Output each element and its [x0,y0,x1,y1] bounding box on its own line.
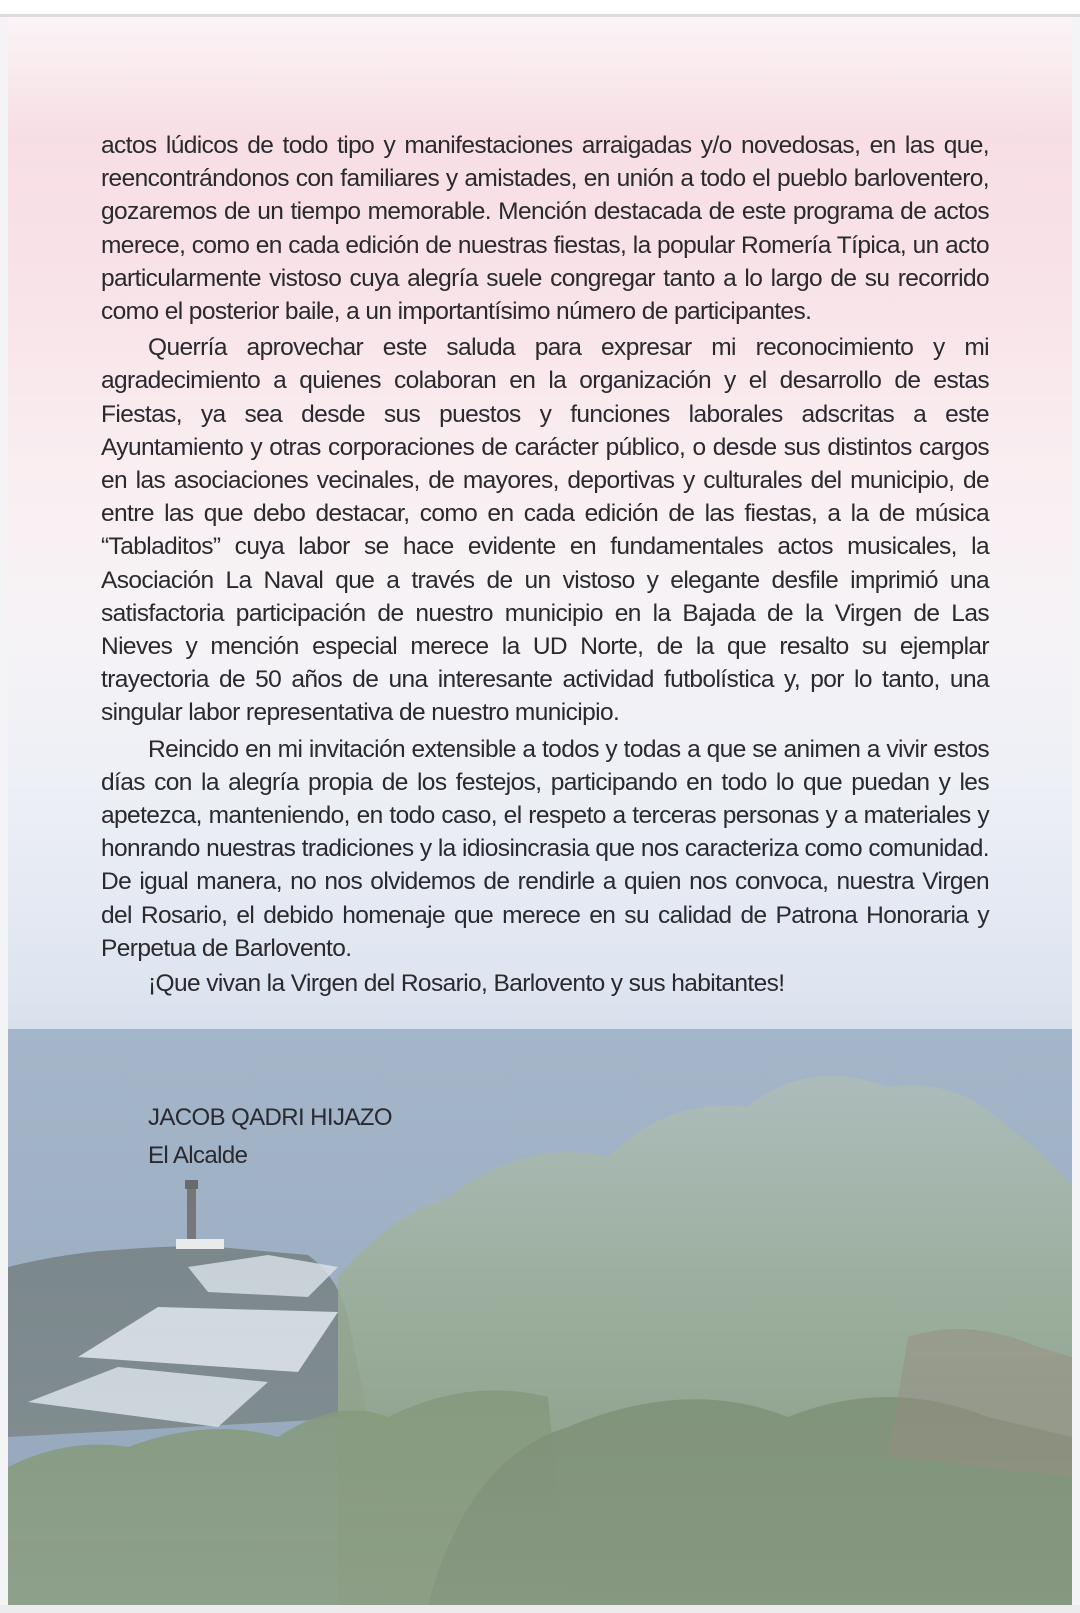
signature-block [148,1099,392,1175]
signature-name: JACOB QADRI HIJAZO [148,1104,392,1131]
window-top-bar [0,0,1080,17]
document-page [8,17,1072,1605]
signature-title: El Alcalde [148,1142,248,1169]
paragraph-3: Reincido en mi invitación extensible a todos y todas a que se animen a vivir estos días con la alegría propia de los festejos, participando en todo lo que puedan y les apetezca, manteniendo, en todo caso, el respeto a terceras personas y a materiales y honrando nuestras tradiciones y la idiosincrasia que nos caracteriza como comunidad. De igual manera, no nos olvidemos de rendirle a quien nos convoca, nuestra Virgen del Rosario, el debido homenaje que merece en su calidad de Patrona Honoraria y Perpetua de Barlovento. [101,735,989,962]
closing-line: ¡Que vivan la Virgen del Rosario, Barlovento y sus habitantes! [148,970,785,998]
letter-body [101,129,989,1000]
paragraph-1: actos lúdicos de todo tipo y manifestaciones arraigadas y/o novedosas, en las que, reencontrándonos con familiares y amistades, en unión a todo el pueblo barloventero, gozaremos de un tiempo memorable. Mención destacada de este programa de actos merece, como en cada edición de nuestras fiestas, la popular Romería Típica, un acto particularmente vistoso cuya alegría suele congregar tanto a lo largo de su recorrido como el posterior baile, a un importantísimo número de participantes. [101,132,989,326]
window-bottom-bar [0,1605,1080,1613]
paragraph-2: Querría aprovechar este saluda para expresar mi reconocimiento y mi agradecimiento a quienes colaboran en la organización y el desarrollo de estas Fiestas, ya sea desde sus puestos y funciones laborales adscritas a este Ayuntamiento y otras corporaciones de carácter público, o desde sus distintos cargos en las asociaciones vecinales, de mayores, deportivas y culturales del municipio, de entre las que debo destacar, como en cada edición de las fiestas, a la de música “Tabladitos” cuya labor se hace evidente en fundamentales actos musicales, la Asociación La Naval que a través de un vistoso y elegante desfile imprimió una satisfactoria participación de nuestro municipio en la Bajada de la Virgen de Las Nieves y mención especial merece la UD Norte, de la que resalto su ejemplar trayectoria de 50 años de una interesante actividad futbolística y, por lo tanto, una singular labor representativa de nuestro municipio. [101,334,989,727]
